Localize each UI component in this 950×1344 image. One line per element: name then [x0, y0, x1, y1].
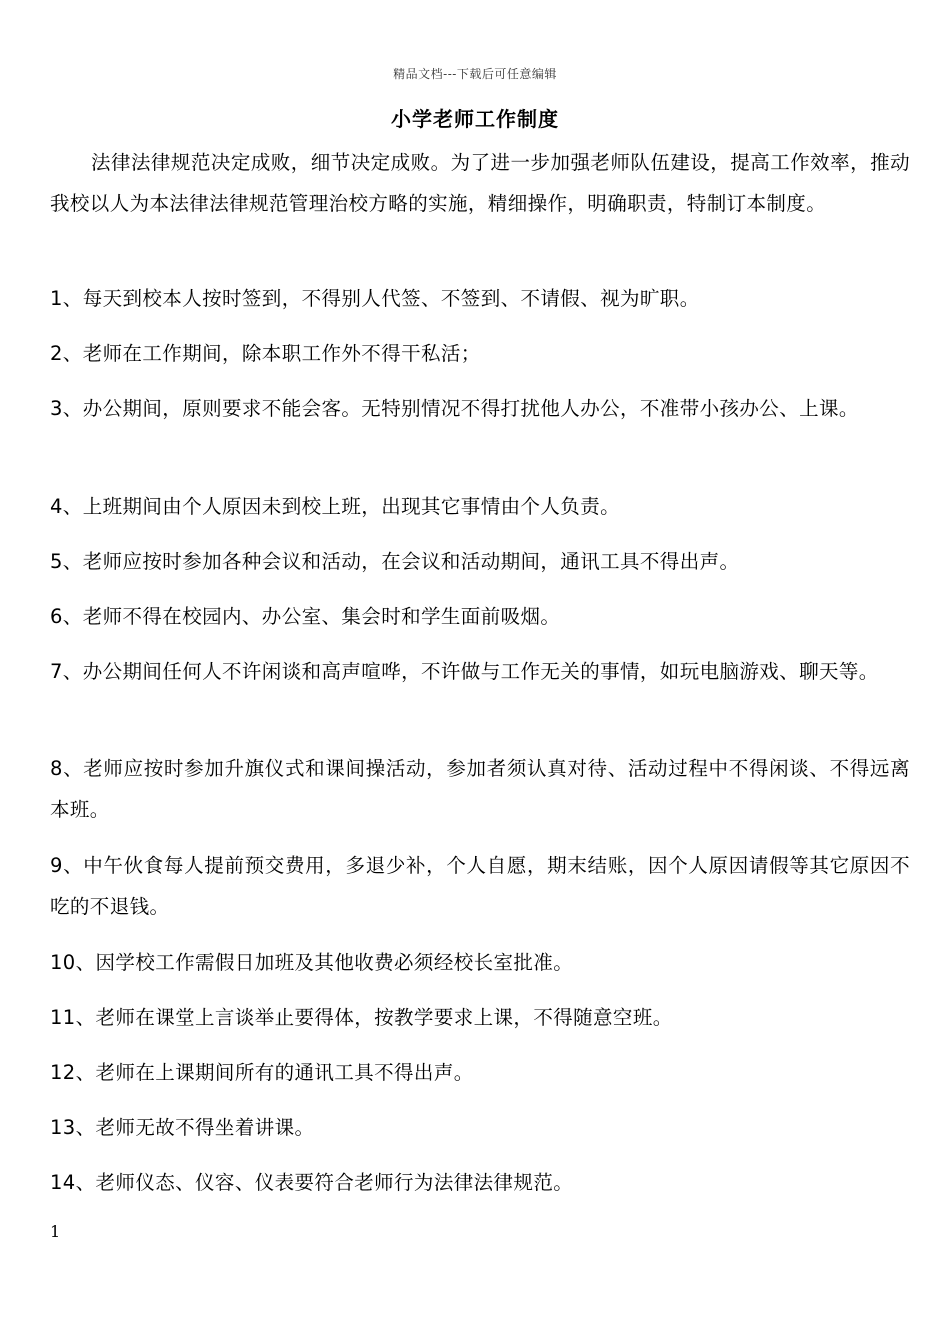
document-title: 小学老师工作制度 — [391, 107, 559, 131]
rule-item-13: 13、老师无故不得坐着讲课。 — [50, 1116, 315, 1139]
rule-item-2: 2、老师在工作期间，除本职工作外不得干私活； — [50, 342, 481, 365]
rule-item-4: 4、上班期间由个人原因未到校上班，出现其它事情由个人负责。 — [50, 495, 621, 518]
rule-item-12: 12、老师在上课期间所有的通讯工具不得出声。 — [50, 1061, 474, 1084]
rule-item-9: 9、中午伙食每人提前预交费用，多退少补，个人自愿，期末结账，因个人原因请假等其它原因不吃的不退钱。 — [50, 854, 910, 918]
rule-item-8: 8、老师应按时参加升旗仪式和课间操活动，参加者须认真对待、活动过程中不得闲谈、不得远离本班。 — [50, 757, 910, 821]
rule-item-10: 10、因学校工作需假日加班及其他收费必须经校长室批准。 — [50, 951, 574, 974]
rule-item-3: 3、办公期间，原则要求不能会客。无特别情况不得打扰他人办公，不准带小孩办公、上课。 — [50, 397, 859, 420]
rule-item-7: 7、办公期间任何人不许闲谈和高声喧哗，不许做与工作无关的事情，如玩电脑游戏、聊天等。 — [50, 660, 879, 683]
rule-item-1: 1、每天到校本人按时签到，不得别人代签、不签到、不请假、视为旷职。 — [50, 287, 700, 310]
page-number: 1 — [50, 1222, 61, 1241]
header-note: 精品文档---下载后可任意编辑 — [393, 67, 557, 81]
rule-item-14: 14、老师仪态、仪容、仪表要符合老师行为法律法律规范。 — [50, 1171, 574, 1194]
rule-item-6: 6、老师不得在校园内、办公室、集会时和学生面前吸烟。 — [50, 605, 561, 628]
intro-paragraph: 法律法律规范决定成败，细节决定成败。为了进一步加强老师队伍建设，提高工作效率，推动我校以人为本法律法律规范管理治校方略的实施，精细操作，明确职责，特制订本制度。 — [50, 151, 910, 215]
rule-item-5: 5、老师应按时参加各种会议和活动，在会议和活动期间，通讯工具不得出声。 — [50, 550, 740, 573]
rule-item-11: 11、老师在课堂上言谈举止要得体，按教学要求上课，不得随意空班。 — [50, 1006, 673, 1029]
